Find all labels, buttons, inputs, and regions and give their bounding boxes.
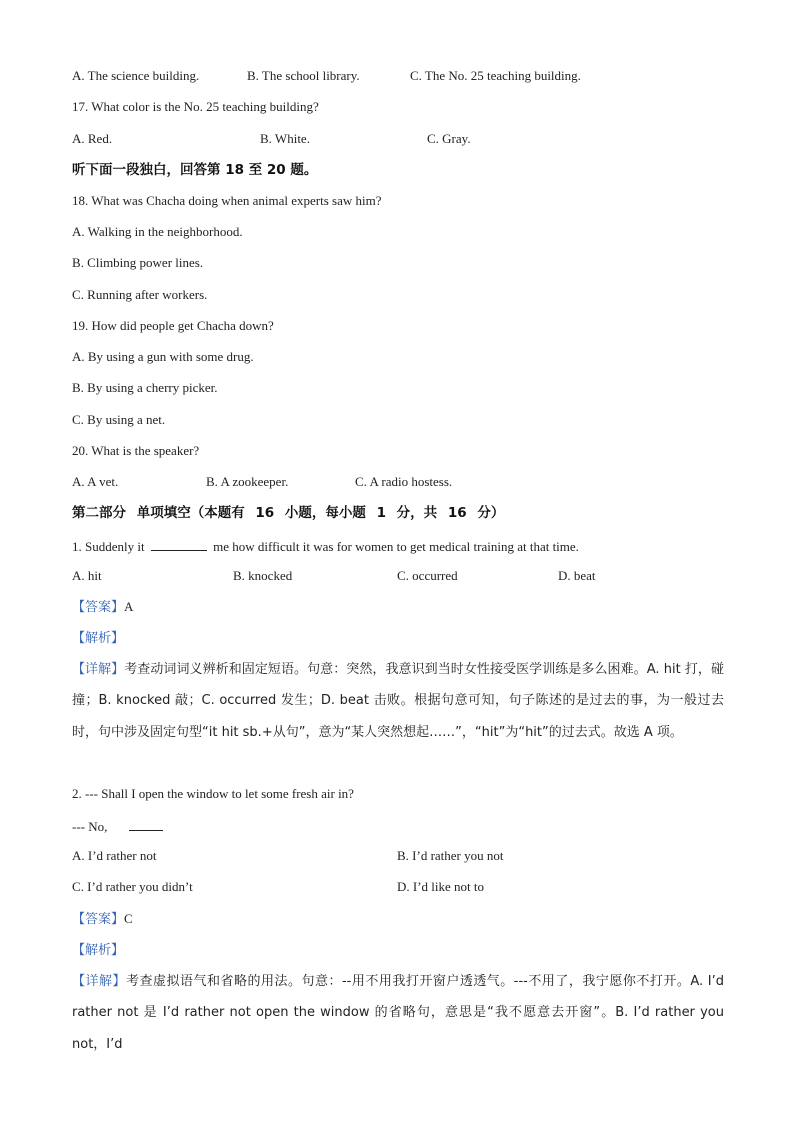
p2q1-analysis-label: [72, 630, 124, 647]
q17-option-a: A. Red.: [72, 131, 113, 146]
answer-label: 【答案】: [72, 600, 125, 615]
q17-option-c: C. Gray.: [427, 131, 471, 146]
detail-label: 【详解】: [72, 662, 125, 677]
analysis-label: 【解析】: [72, 943, 125, 958]
q16-option-b: B. The school library.: [247, 68, 360, 83]
answer-value: C: [124, 911, 133, 926]
p2q2-reply: [72, 817, 163, 835]
q20-option-c: C. A radio hostess.: [355, 474, 453, 489]
q17-question: 17. What color is the No. 25 teaching building?: [72, 99, 319, 114]
answer-value: A: [124, 599, 134, 614]
p2q2-option-b: B. I’d rather you not: [397, 848, 504, 863]
p2q1-question-after: me how difficult it was for women to get medical training at that time.: [213, 539, 579, 554]
p2q1-detail-paragraph: [72, 654, 724, 748]
answer-blank: [129, 817, 163, 831]
p2q2-detail-paragraph: [72, 966, 724, 1060]
detail-text: 考查动词词义辨析和固定短语。句意：突然，我意识到当时女性接受医学训练是多么困难。A. hit 打，碰撞；B. knocked 敲；C. occurred 发生；D. beat 击败。根据句意可知，句子陈述的是过去的事，为一般过去时，句中涉及固定句型“it hit sb.+从句”，意为“某人突然想起……”，“hit”为“hit”的过去式。故选 A 项。: [72, 662, 724, 740]
q20-question: 20. What is the speaker?: [72, 443, 200, 458]
p2q2-option-a: A. I’d rather not: [72, 848, 157, 863]
q18-option-b: B. Climbing power lines.: [72, 255, 204, 270]
q17-option-b: B. White.: [260, 131, 310, 146]
q16-option-c: C. The No. 25 teaching building.: [410, 68, 581, 83]
monologue-section-heading: 听下面一段独白，回答第 18 至 20 题。: [72, 162, 318, 178]
q20-option-a: A. A vet.: [72, 474, 119, 489]
q19-option-c: C. By using a net.: [72, 412, 166, 427]
p2q2-option-c: C. I’d rather you didn’t: [72, 879, 193, 894]
p2q1-option-d: D. beat: [558, 568, 596, 583]
detail-label: 【详解】: [72, 974, 126, 989]
p2q2-analysis-label: [72, 942, 124, 959]
answer-label: 【答案】: [72, 912, 125, 927]
p2q1-answer: [72, 599, 133, 616]
p2q2-answer: [72, 911, 133, 928]
part2-heading: 第二部分 单项填空（本题有 16 小题，每小题 1 分，共 16 分）: [72, 505, 505, 521]
q20-option-b: B. A zookeeper.: [206, 474, 289, 489]
q18-option-c: C. Running after workers.: [72, 287, 208, 302]
p2q1-question-before: 1. Suddenly it: [72, 539, 145, 554]
p2q2-option-d: D. I’d like not to: [397, 879, 485, 894]
analysis-label: 【解析】: [72, 631, 125, 646]
p2q1-option-c: C. occurred: [397, 568, 458, 583]
answer-blank: [151, 537, 207, 551]
q18-question: 18. What was Chacha doing when animal experts saw him?: [72, 193, 382, 208]
q18-option-a: A. Walking in the neighborhood.: [72, 224, 243, 239]
q19-option-b: B. By using a cherry picker.: [72, 380, 218, 395]
p2q2-question: 2. --- Shall I open the window to let some fresh air in?: [72, 786, 354, 801]
p2q2-reply-text: --- No,: [72, 819, 108, 834]
q19-question: 19. How did people get Chacha down?: [72, 318, 274, 333]
p2q1-question: [72, 537, 579, 555]
detail-text: 考查虚拟语气和省略的用法。句意：--用不用我打开窗户透透气。---不用了，我宁愿你不打开。A. I’d rather not 是 I’d rather not open the window 的省略句，意思是“我不愿意去开窗”。B. I’d rather you not，I’d: [72, 974, 724, 1052]
p2q1-option-b: B. knocked: [233, 568, 293, 583]
q16-option-a: A. The science building.: [72, 68, 200, 83]
p2q1-option-a: A. hit: [72, 568, 102, 583]
q19-option-a: A. By using a gun with some drug.: [72, 349, 254, 364]
